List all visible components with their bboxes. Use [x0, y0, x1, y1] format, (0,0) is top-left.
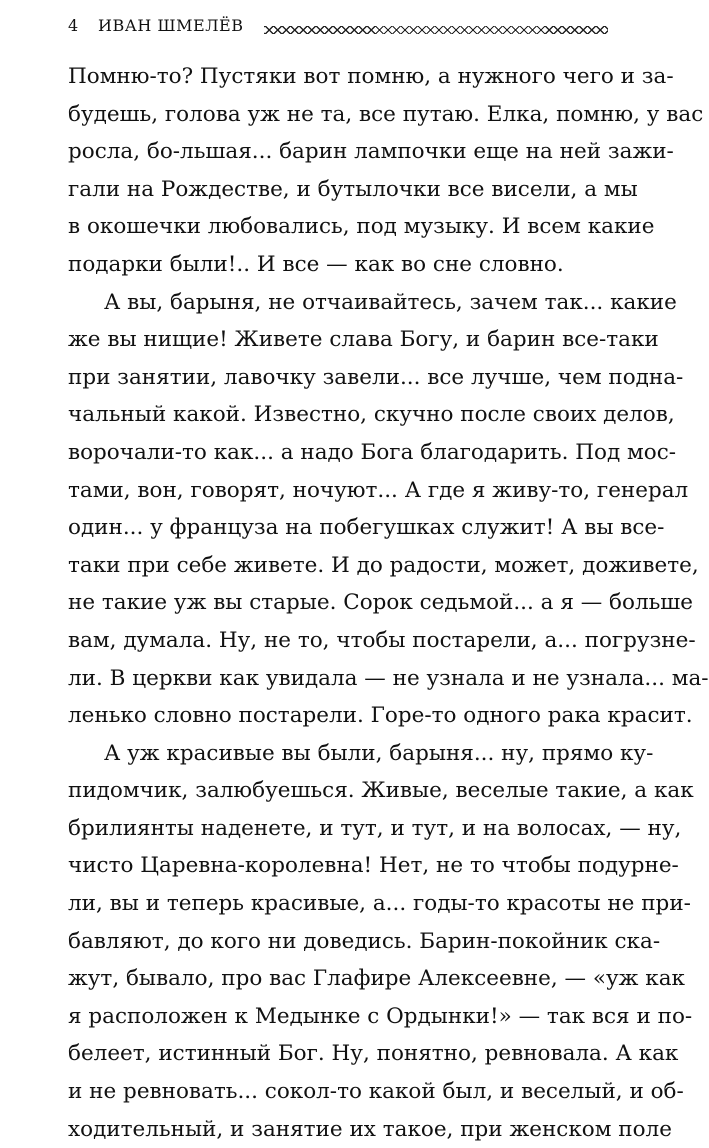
text-line: таки при себе живете. И до радости, может, доживете, [68, 552, 699, 578]
text-line: и не ревновать... сокол-то какой был, и веселый, и об- [68, 1079, 684, 1105]
text-line: росла, бо-льшая... барин лампочки еще на ней зажи- [68, 139, 674, 165]
text-line: же вы нищие! Живете слава Богу, и барин все-таки [68, 327, 659, 353]
text-line: белеет, истинный Бог. Ну, понятно, ревновала. А как [68, 1041, 679, 1067]
text-line: будешь, голова уж не та, все путаю. Елка, помню, у вас [68, 101, 704, 127]
text-line: А вы, барыня, не отчаивайтесь, зачем так... какие [104, 289, 677, 315]
text-line: чальный какой. Известно, скучно после своих делов, [68, 402, 675, 428]
text-line: брилиянты наденете, и тут, и тут, и на волосах, — ну, [68, 815, 682, 841]
text-line: ворочали-то как... а надо Бога благодарить. Под мос- [68, 439, 677, 465]
text-line: бавляют, до кого ни доведись. Барин-покойник ска- [68, 928, 661, 954]
text-line: Помню-то? Пустяки вот помню, а нужного чего и за- [68, 64, 674, 89]
text-line: один... у француза на побегушках служит! А вы все- [68, 515, 665, 541]
text-line: вам, думала. Ну, не то, чтобы постарели, а... погрузне- [68, 627, 696, 653]
text-line: ли, вы и теперь красивые, а... годы-то красоты не при- [68, 891, 691, 917]
running-head: ИВАН ШМЕЛЁВ [98, 16, 244, 35]
text-line: я расположен к Медынке с Ордынки!» — так вся и по- [68, 1003, 693, 1029]
text-line: тами, вон, говорят, ночуют... А где я живу-то, генерал [68, 477, 689, 503]
text-line: ходительный, и занятие их такое, при женском поле [68, 1116, 672, 1142]
header-ornament [264, 26, 608, 34]
text-line: чисто Царевна-королевна! Нет, не то чтобы подурне- [68, 853, 679, 879]
page-number: 4 [68, 16, 79, 35]
text-line: жут, бывало, про вас Глафире Алексеевне, — «уж как [68, 966, 685, 992]
paragraph [68, 58, 704, 284]
text-line: пидомчик, залюбуешься. Живые, веселые такие, а как [68, 778, 694, 804]
text-line: при занятии, лавочку завели... все лучше, чем подна- [68, 364, 684, 390]
text-line: ленько словно постарели. Горе-то одного рака красит. [68, 703, 693, 729]
text-line: подарки были!.. И все — как во сне словно. [68, 251, 564, 277]
text-line: не такие уж вы старые. Сорок седьмой... а я — больше [68, 590, 694, 616]
text-line: А уж красивые вы были, барыня... ну, прямо ку- [104, 740, 654, 766]
page-header [68, 14, 608, 38]
text-line: в окошечки любовались, под музыку. И всем какие [68, 214, 655, 240]
body-text [68, 58, 709, 1148]
text-line: гали на Рождестве, и бутылочки все висели, а мы [68, 176, 638, 202]
paragraph [68, 284, 709, 735]
paragraph [68, 735, 694, 1148]
text-line: ли. В церкви как увидала — не узнала и не узнала... ма- [68, 665, 709, 691]
